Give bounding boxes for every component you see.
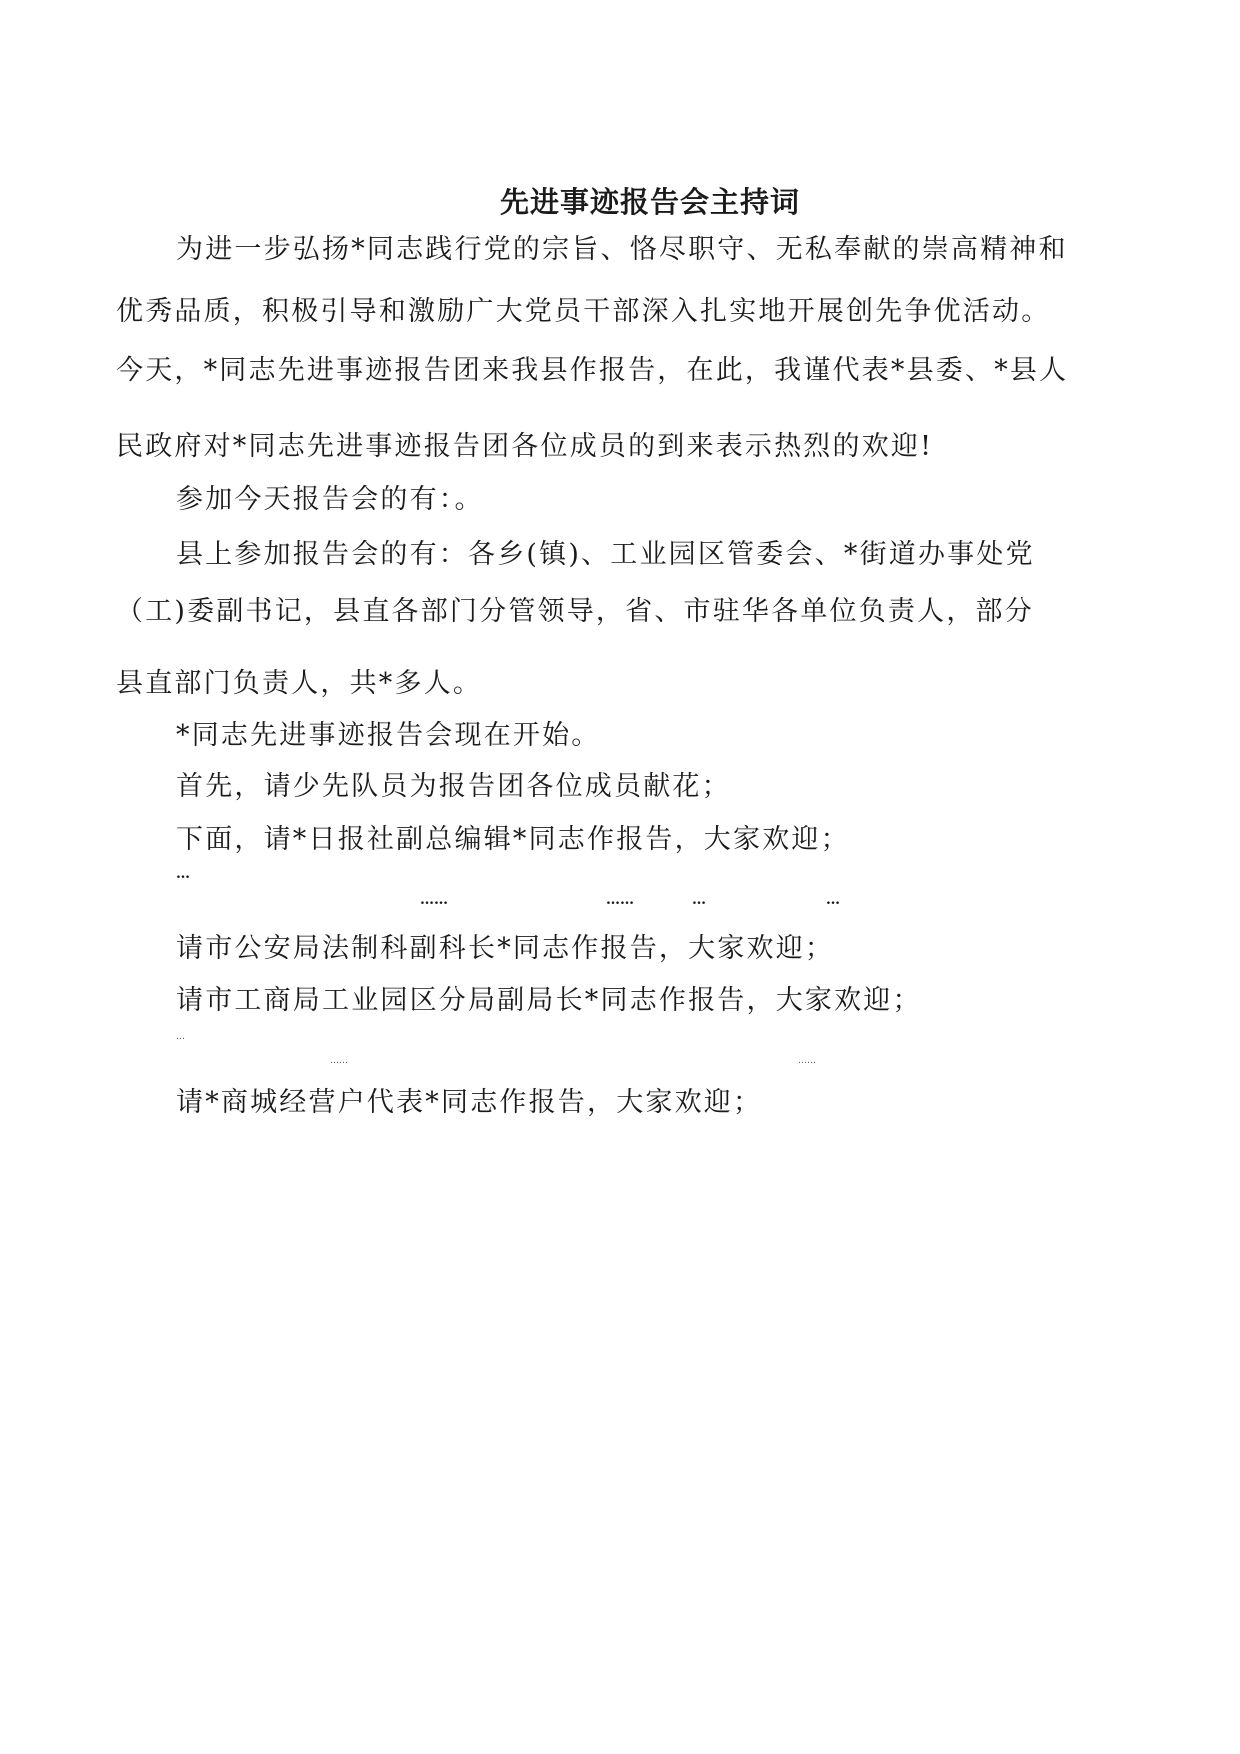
paragraph-county-line-2: （工)委副书记，县直各部门分管领导，省、市驻华各单位负责人，部分 — [116, 596, 1034, 627]
paragraph-speaker-1: 下面，请*日报社副总编辑*同志作报告，大家欢迎； — [176, 824, 850, 855]
paragraph-speaker-2: 请市公安局法制科副科长*同志作报告，大家欢迎； — [176, 933, 835, 964]
ellipsis-mark: …… — [420, 892, 448, 908]
paragraph-intro-line-1: 为进一步弘扬*同志践行党的宗旨、恪尽职守、无私奉献的崇高精神和 — [176, 234, 1068, 265]
document-title: 先进事迹报告会主持词 — [499, 185, 800, 219]
ellipsis-mark: … — [176, 866, 190, 882]
ellipsis-mark: … — [692, 892, 706, 908]
ellipsis-mark: …… — [330, 1056, 348, 1066]
ellipsis-mark: … — [176, 1032, 185, 1042]
ellipsis-mark: …… — [798, 1056, 816, 1066]
paragraph-speaker-3: 请市工商局工业园区分局副局长*同志作报告，大家欢迎； — [176, 985, 922, 1016]
paragraph-attendees: 参加今天报告会的有：。 — [176, 484, 484, 515]
paragraph-flowers: 首先，请少先队员为报告团各位成员献花； — [176, 771, 731, 802]
ellipsis-mark: … — [826, 892, 840, 908]
paragraph-intro-line-2: 优秀品质，积极引导和激励广大党员干部深入扎实地开展创先争优活动。 — [116, 296, 1051, 327]
paragraph-start: *同志先进事迹报告会现在开始。 — [176, 720, 601, 751]
ellipsis-mark: …… — [606, 892, 634, 908]
paragraph-intro-line-3: 今天，*同志先进事迹报告团来我县作报告，在此，我谨代表*县委、*县人 — [116, 355, 1069, 386]
paragraph-county-line-3: 县直部门负责人，共*多人。 — [116, 668, 483, 699]
paragraph-county-line-1: 县上参加报告会的有：各乡(镇)、工业园区管委会、*街道办事处党 — [176, 539, 1035, 570]
paragraph-speaker-4: 请*商城经营户代表*同志作报告，大家欢迎； — [176, 1087, 763, 1118]
paragraph-intro-line-4: 民政府对*同志先进事迹报告团各位成员的到来表示热烈的欢迎! — [116, 431, 934, 462]
